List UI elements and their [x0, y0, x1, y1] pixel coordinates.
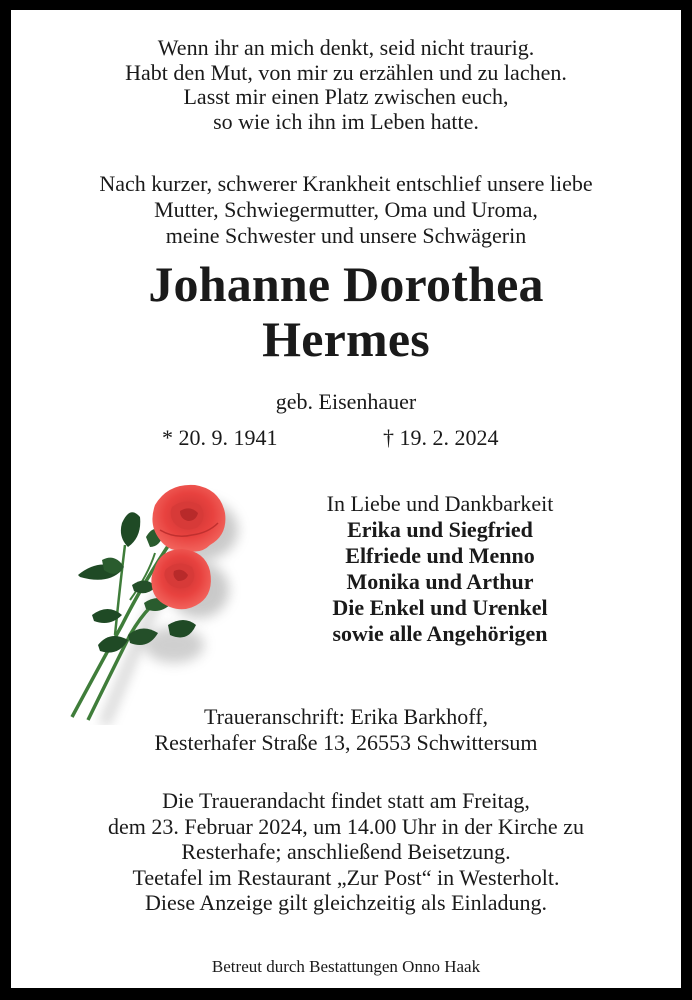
mourner-name: Erika und Siegfried	[347, 517, 533, 542]
rose-icon	[60, 475, 260, 725]
service-line: Die Trauerandacht findet statt am Freitag,	[162, 788, 530, 813]
service-line: Resterhafe; anschließend Beisetzung.	[181, 839, 511, 864]
mourners-lead: In Liebe und Dankbarkeit	[326, 491, 554, 516]
mourners-list	[280, 490, 600, 647]
poem-line: Wenn ihr an mich denkt, seid nicht traurig.	[157, 35, 535, 60]
address-line: Traueranschrift: Erika Barkhoff,	[203, 704, 489, 729]
maiden-name: geb. Eisenhauer	[275, 389, 417, 414]
funeral-home-credit: Betreut durch Bestattungen Onno Haak	[211, 957, 481, 976]
service-line: dem 23. Februar 2024, um 14.00 Uhr in der Kirche zu	[108, 813, 584, 839]
address-line: Resterhafer Straße 13, 26553 Schwittersum	[154, 730, 538, 755]
intro-line: Nach kurzer, schwerer Krankheit entschlief unsere liebe	[99, 171, 593, 196]
mourner-name: Monika und Arthur	[346, 569, 534, 594]
mourner-name: Die Enkel und Urenkel	[332, 595, 548, 620]
death-date: † 19. 2. 2024	[383, 425, 499, 450]
poem-line: so wie ich ihn im Leben hatte.	[213, 108, 479, 134]
deceased-surname: Hermes	[262, 311, 430, 367]
deceased-first-names: Johanne Dorothea	[148, 256, 544, 312]
birth-date: * 20. 9. 1941	[162, 425, 278, 450]
mourning-address	[0, 704, 692, 756]
intro-text	[0, 171, 692, 249]
mourner-name: Elfriede und Menno	[345, 543, 535, 568]
intro-line: meine Schwester und unsere Schwägerin	[165, 223, 527, 248]
service-line: Diese Anzeige gilt gleichzeitig als Einladung.	[145, 890, 547, 915]
poem-verse	[0, 36, 692, 134]
mourner-name: sowie alle Angehörigen	[332, 621, 548, 646]
service-details	[0, 788, 692, 916]
service-line: Teetafel im Restaurant „Zur Post“ in Westerholt.	[132, 864, 560, 890]
poem-line: Lasst mir einen Platz zwischen euch,	[183, 84, 509, 109]
poem-line: Habt den Mut, von mir zu erzählen und zu lachen.	[125, 59, 567, 85]
deceased-name	[0, 257, 692, 367]
intro-line: Mutter, Schwiegermutter, Oma und Uroma,	[154, 197, 538, 222]
